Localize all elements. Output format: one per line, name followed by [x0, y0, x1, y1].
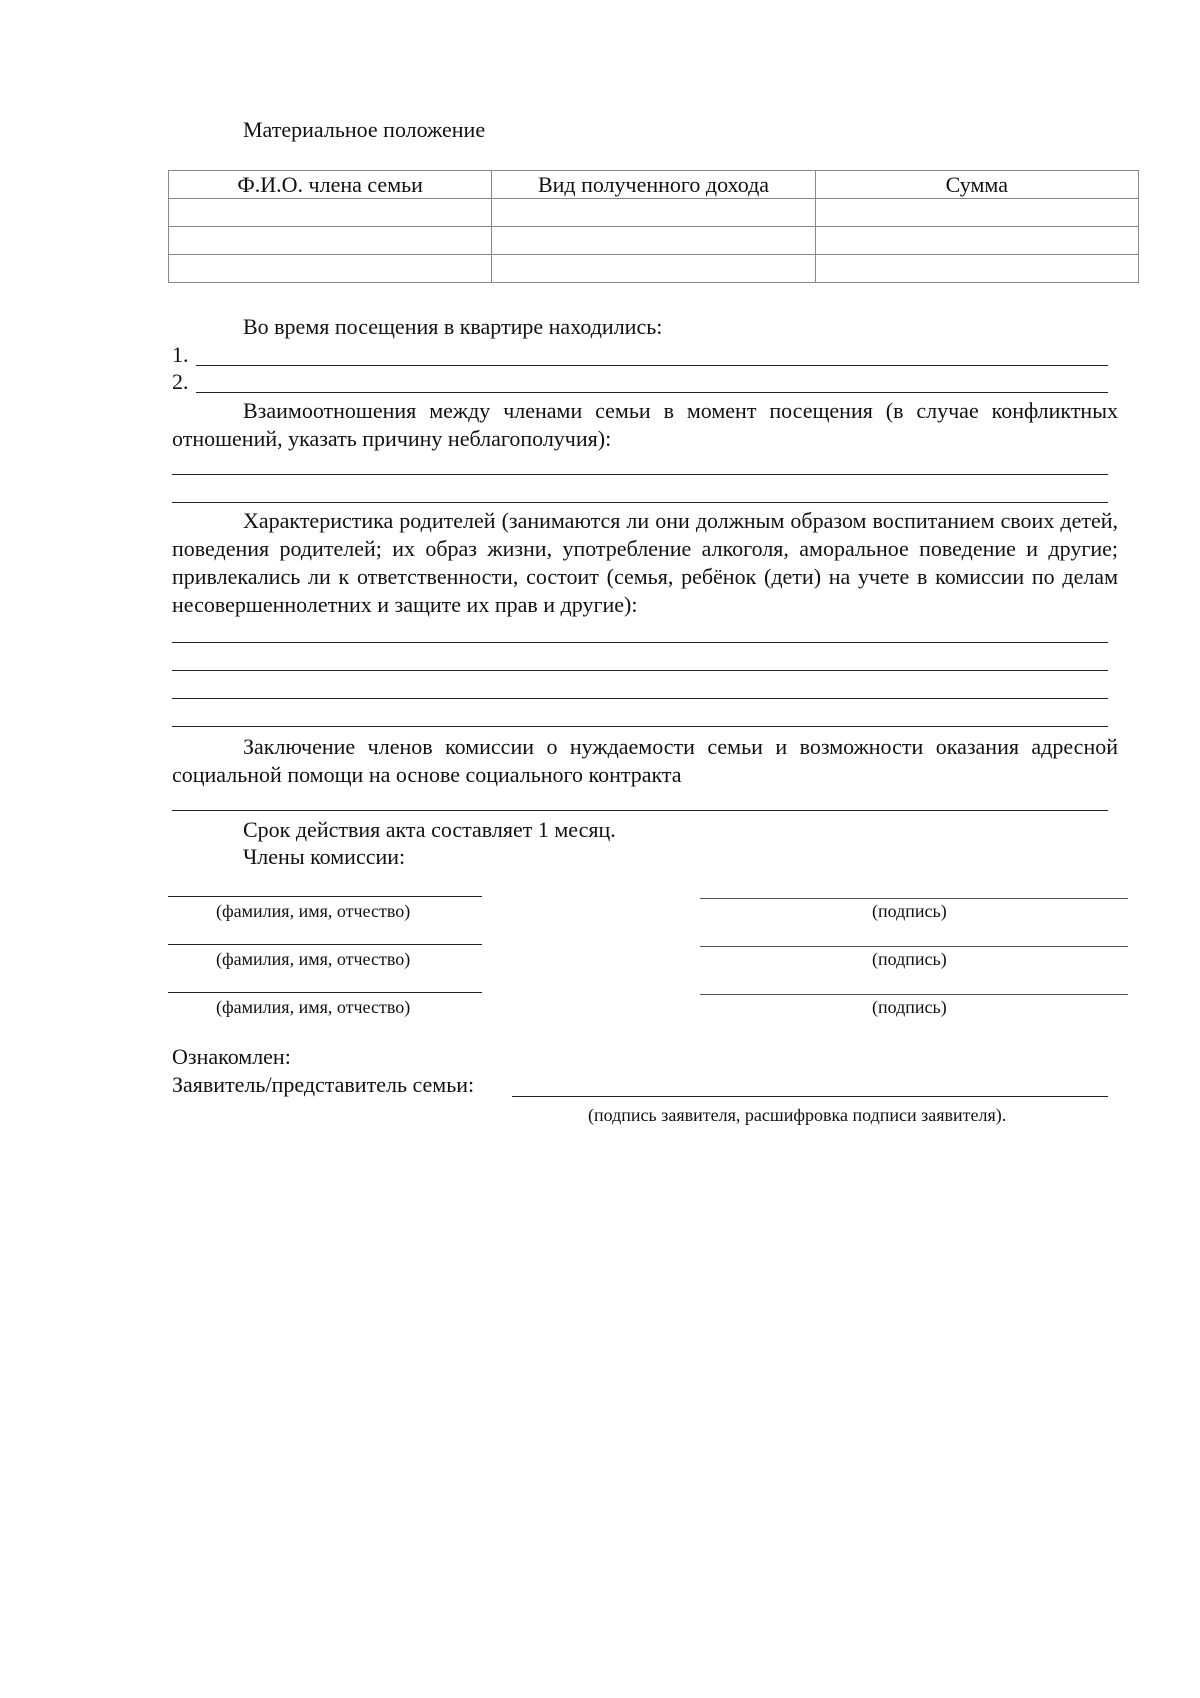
member-name-caption: (фамилия, имя, отчество) [216, 949, 411, 969]
parents-fill-line[interactable] [172, 670, 1108, 671]
member-name-caption: (фамилия, имя, отчество) [216, 997, 411, 1017]
table-row [169, 255, 1139, 283]
member-signature-caption: (подпись) [872, 949, 947, 969]
member-name-caption: (фамилия, имя, отчество) [216, 901, 411, 921]
table-cell[interactable] [492, 227, 815, 255]
column-header-sum: Сумма [815, 171, 1138, 199]
present-item-number: 2. [172, 369, 189, 394]
income-table [168, 170, 1139, 283]
validity-text: Срок действия акта составляет 1 месяц. [243, 817, 616, 842]
column-header-income-type: Вид полученного дохода [492, 171, 815, 199]
applicant-signature-line[interactable] [512, 1096, 1108, 1097]
parents-fill-line[interactable] [172, 642, 1108, 643]
member-signature-line[interactable] [700, 994, 1128, 995]
column-header-name: Ф.И.О. члена семьи [169, 171, 492, 199]
conclusion-fill-line[interactable] [172, 810, 1108, 811]
members-label: Члены комиссии: [243, 844, 406, 869]
member-signature-caption: (подпись) [872, 997, 947, 1017]
applicant-caption: (подпись заявителя, расшифровка подписи заявителя). [588, 1105, 1007, 1125]
member-signature-line[interactable] [700, 946, 1128, 947]
table-cell[interactable] [815, 227, 1138, 255]
table-cell[interactable] [492, 199, 815, 227]
present-item-number: 1. [172, 342, 189, 367]
present-label-text: Во время посещения в квартире находились: [243, 314, 663, 339]
relations-fill-line[interactable] [172, 502, 1108, 503]
parents-paragraph: Характеристика родителей (занимаются ли они должным образом воспитанием своих детей, поведения родителей; их образ жизни, употребление алкоголя, аморальное поведение и другие; привлекались ли к ответственности, состоит (семья, ребёнок (дети) на учете в комиссии по делам несовершеннолетних и защите их прав и другие): [172, 508, 1118, 617]
table-row [169, 227, 1139, 255]
parents-fill-line[interactable] [172, 726, 1108, 727]
member-signature-line[interactable] [700, 898, 1128, 899]
section-title: Материальное положение [243, 117, 486, 142]
table-cell[interactable] [169, 199, 492, 227]
conclusion-paragraph: Заключение членов комиссии о нуждаемости семьи и возможности оказания адресной социальной помощи на основе социального контракта [172, 734, 1118, 787]
acquainted-label: Ознакомлен: [172, 1044, 291, 1069]
present-item-1 [172, 341, 1108, 369]
parents-fill-line[interactable] [172, 698, 1108, 699]
present-label [172, 313, 1118, 341]
member-signature-caption: (подпись) [872, 901, 947, 921]
member-name-line[interactable] [168, 992, 482, 993]
table-row [169, 199, 1139, 227]
table-cell[interactable] [492, 255, 815, 283]
member-name-line[interactable] [168, 944, 482, 945]
table-cell[interactable] [815, 199, 1138, 227]
present-item-2 [172, 368, 1108, 396]
table-cell[interactable] [169, 255, 492, 283]
relations-fill-line[interactable] [172, 474, 1108, 475]
present-item-fill-line[interactable] [196, 365, 1108, 366]
table-cell[interactable] [815, 255, 1138, 283]
present-item-fill-line[interactable] [196, 392, 1108, 393]
relations-paragraph: Взаимоотношения между членами семьи в момент посещения (в случае конфликтных отношений, указать причину неблагополучия): [172, 398, 1118, 451]
applicant-label: Заявитель/представитель семьи: [172, 1072, 475, 1097]
table-cell[interactable] [169, 227, 492, 255]
member-name-line[interactable] [168, 896, 482, 897]
table-header-row [169, 171, 1139, 199]
